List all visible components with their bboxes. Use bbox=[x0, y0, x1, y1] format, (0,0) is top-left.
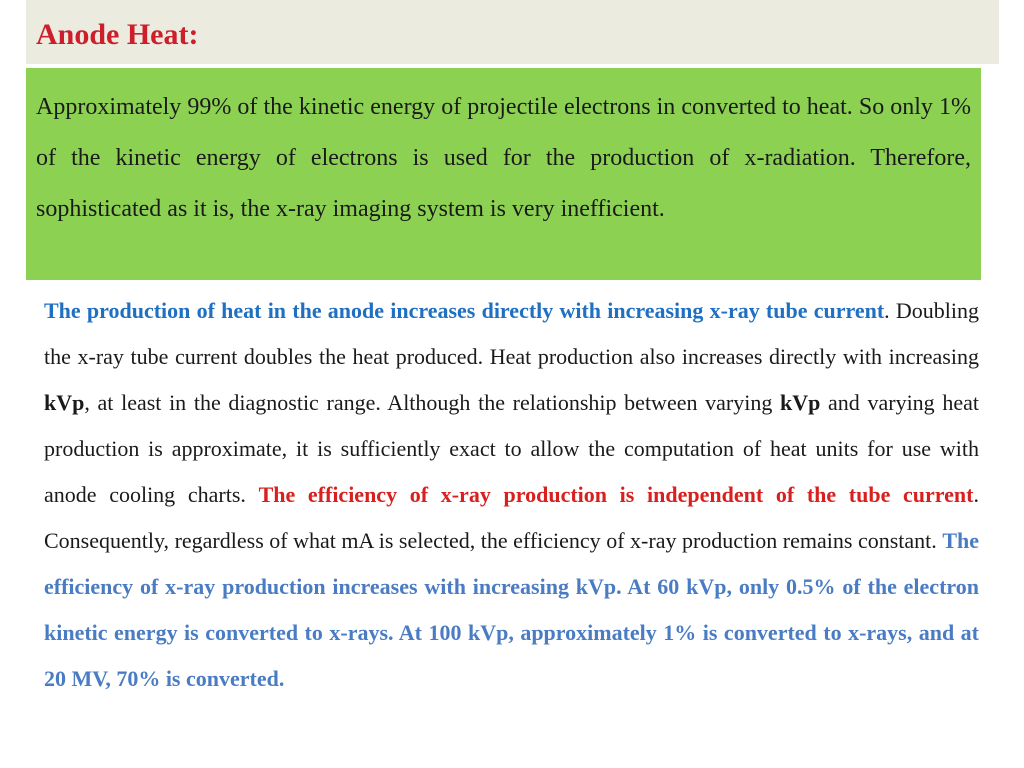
body-text-2: , at least in the diagnostic range. Although the relationship between varying bbox=[84, 390, 781, 415]
kvp-term-1: kVp bbox=[44, 390, 85, 415]
efficiency-kvp-highlight: The efficiency of x-ray production increases with increasing kVp. At 60 kVp, only 0.5% of the electron kinetic energy is converted to x-rays. At 100 kVp, approximately 1% is converted to x-rays, and at 20 MV, 70% is converted. bbox=[44, 528, 979, 691]
intro-box bbox=[26, 68, 981, 280]
body-text-1: . Doubling the x-ray tube current doubles the heat produced. Heat production also increases directly with increasing bbox=[44, 298, 979, 369]
heat-current-highlight: The production of heat in the anode increases directly with increasing x-ray tube current bbox=[44, 298, 885, 323]
body-text-3: and varying heat production is approximate, it is sufficiently exact to allow the computation of heat units for use with anode cooling charts. bbox=[44, 390, 979, 507]
intro-paragraph: Approximately 99% of the kinetic energy of projectile electrons in converted to heat. So only 1% of the kinetic energy of electrons is used for the production of x-radiation. Therefore, sophisticated as it is, the x-ray imaging system is very inefficient. bbox=[36, 94, 971, 222]
body-paragraph bbox=[44, 288, 979, 702]
slide-title: Anode Heat: bbox=[36, 18, 199, 51]
kvp-term-2: kVp bbox=[780, 390, 821, 415]
title-band bbox=[26, 0, 999, 64]
efficiency-independent-highlight: The efficiency of x-ray production is independent of the tube current bbox=[258, 482, 974, 507]
body-text-4: . Consequently, regardless of what mA is selected, the efficiency of x-ray production remains constant. bbox=[44, 482, 979, 553]
